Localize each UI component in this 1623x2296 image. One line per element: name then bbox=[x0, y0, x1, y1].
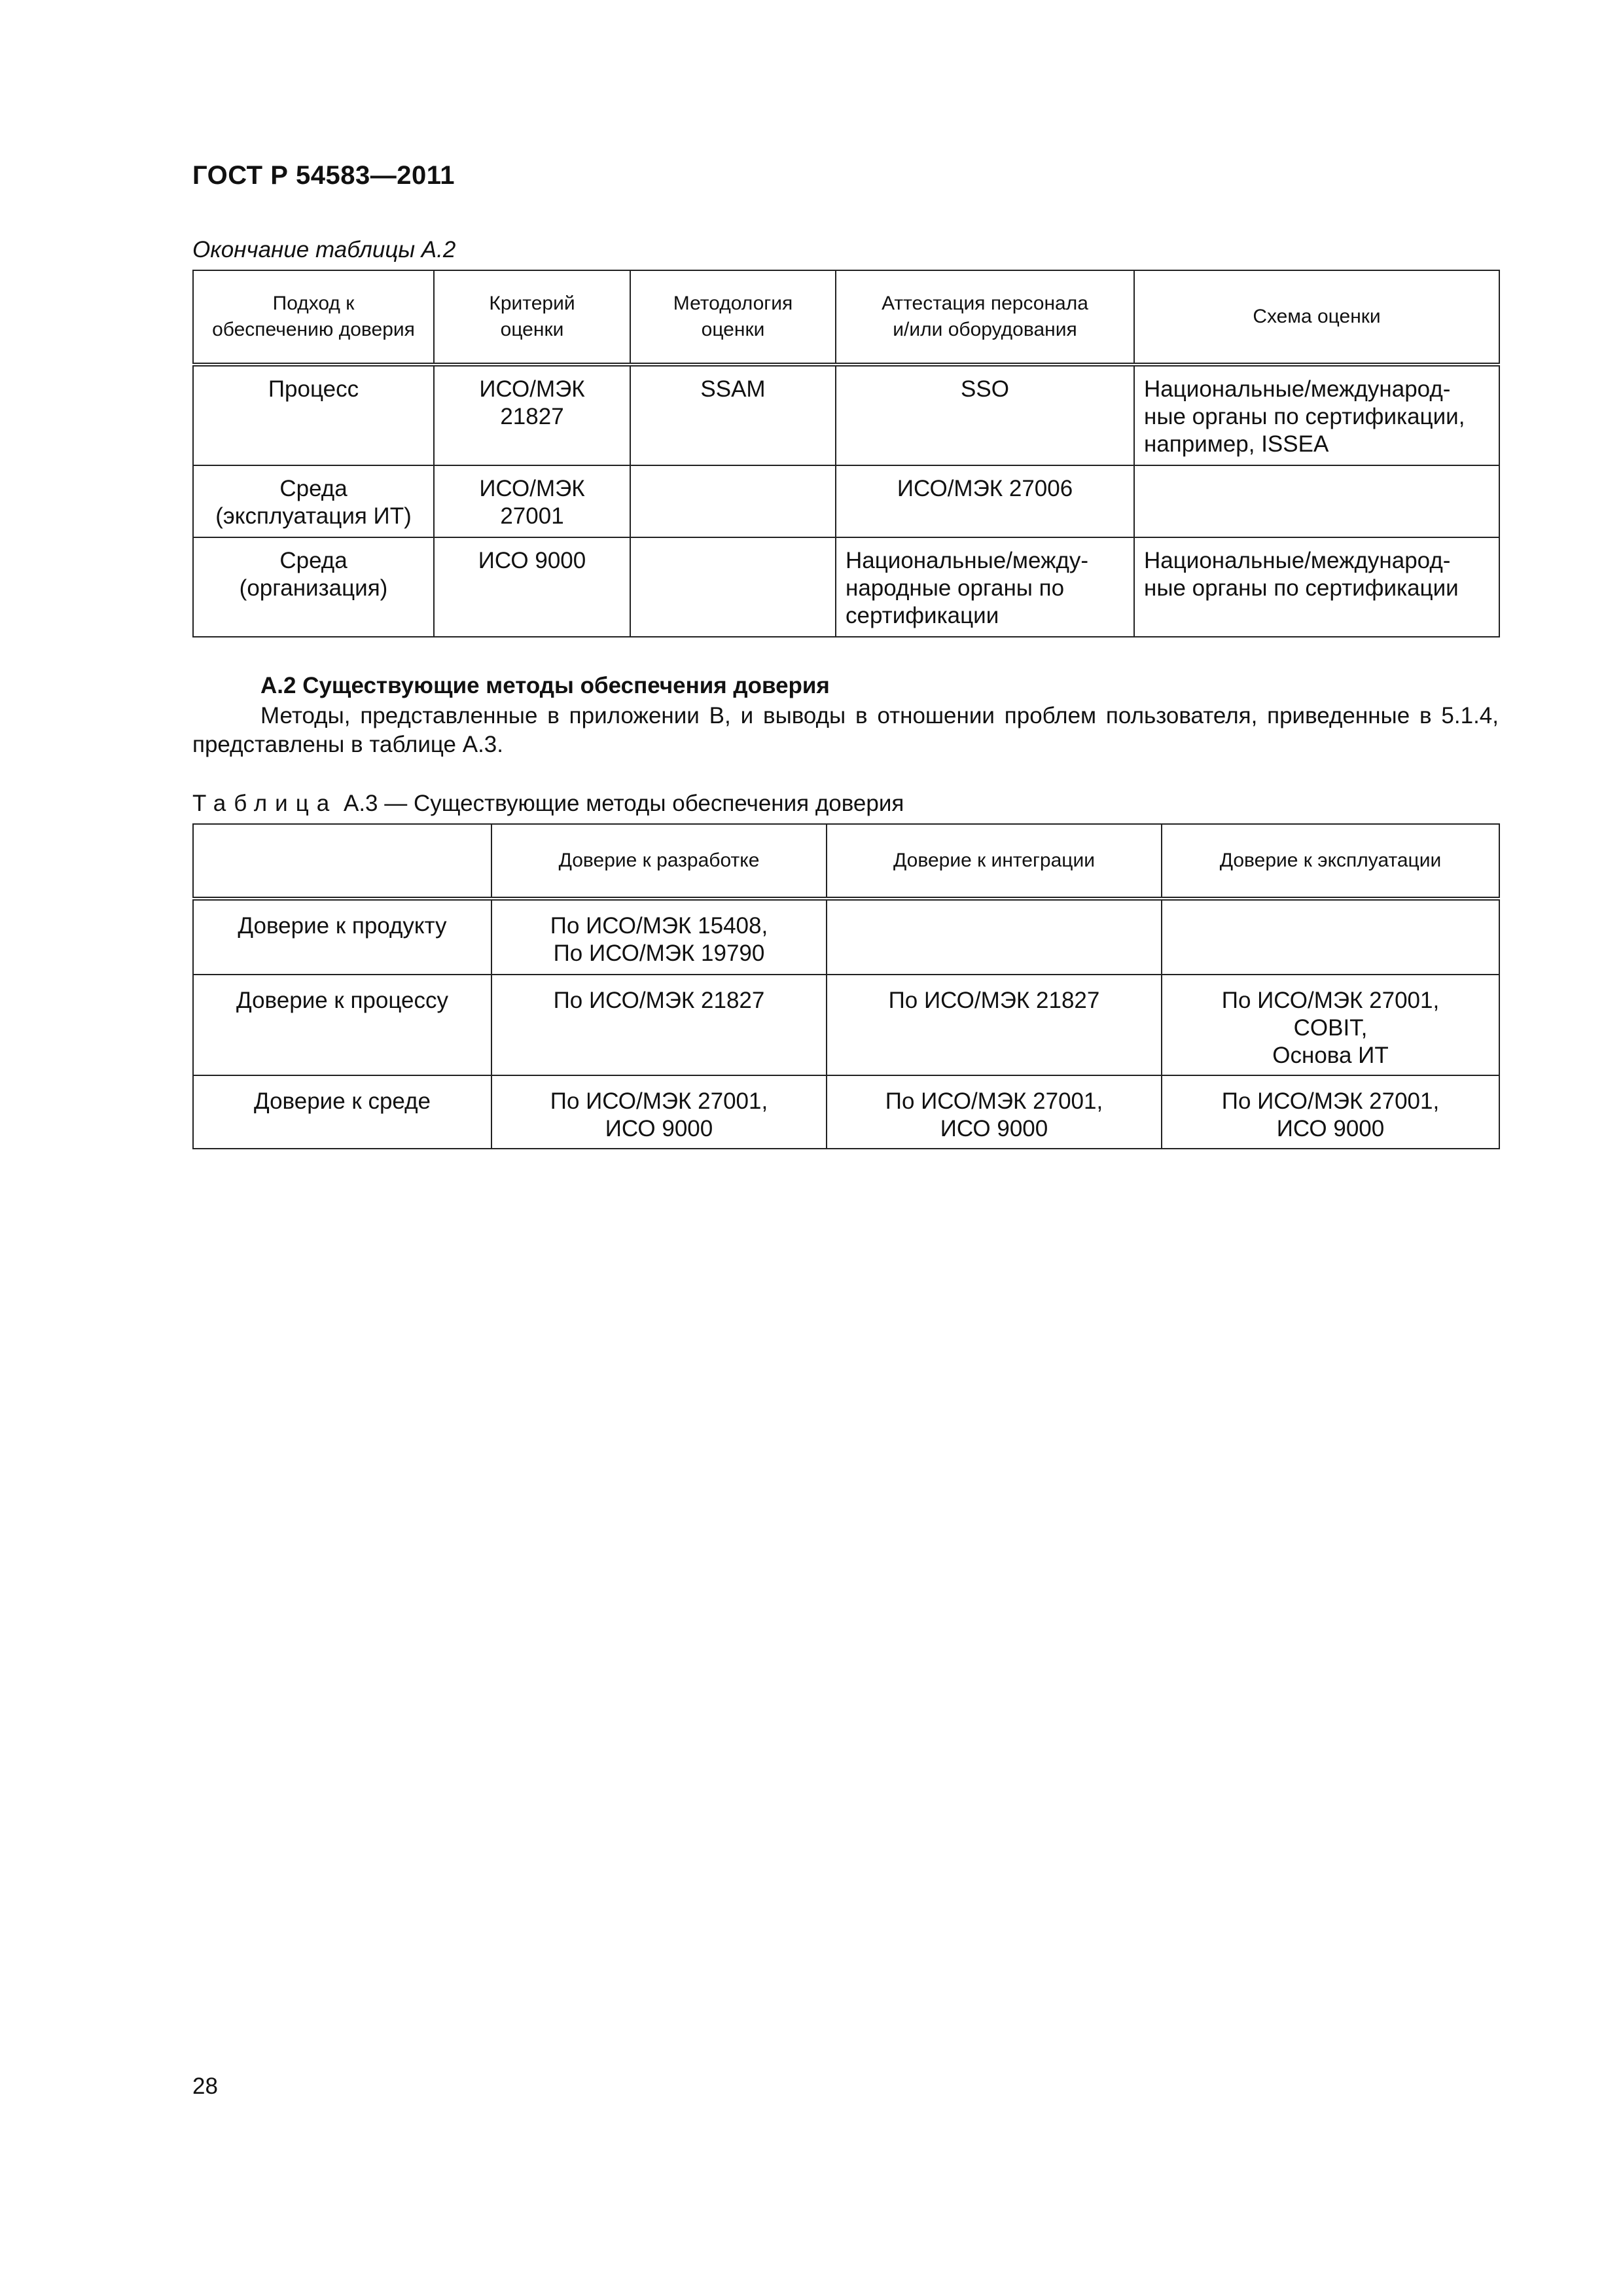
table-cell bbox=[630, 465, 836, 537]
table-a3-header-cell bbox=[193, 824, 491, 899]
table-a3-header-row bbox=[193, 824, 1499, 899]
table-row bbox=[193, 537, 1499, 637]
table-cell: По ИСО/МЭК 27001, ИСО 9000 bbox=[491, 1075, 827, 1149]
table-a3-caption-label: Таблица bbox=[192, 791, 338, 816]
table-cell bbox=[1162, 899, 1499, 975]
table-a2 bbox=[192, 270, 1500, 637]
table-cell: ИСО/МЭК 21827 bbox=[434, 365, 630, 465]
table-cell: Доверие к среде bbox=[193, 1075, 491, 1149]
table-a2-header-cell: Методология оценки bbox=[630, 270, 836, 365]
table-cell: Национальные/международ- ные органы по сертификации, например, ISSEA bbox=[1134, 365, 1499, 465]
table-cell: SSO bbox=[836, 365, 1134, 465]
table-a2-header-row bbox=[193, 270, 1499, 365]
table-a3-caption bbox=[192, 791, 904, 817]
table-cell: Национальные/между- народные органы по сертификации bbox=[836, 537, 1134, 637]
table-cell: По ИСО/МЭК 21827 bbox=[491, 975, 827, 1075]
table-cell: Доверие к продукту bbox=[193, 899, 491, 975]
table-cell: По ИСО/МЭК 21827 bbox=[827, 975, 1162, 1075]
table-cell bbox=[827, 899, 1162, 975]
table-row bbox=[193, 1075, 1499, 1149]
table-cell: ИСО 9000 bbox=[434, 537, 630, 637]
table-a2-header-cell: Схема оценки bbox=[1134, 270, 1499, 365]
table-cell: Национальные/международ- ные органы по сертификации bbox=[1134, 537, 1499, 637]
table-a2-header-cell: Критерий оценки bbox=[434, 270, 630, 365]
table-cell: По ИСО/МЭК 27001, ИСО 9000 bbox=[827, 1075, 1162, 1149]
table-cell: Процесс bbox=[193, 365, 434, 465]
table-a3-header-cell: Доверие к интеграции bbox=[827, 824, 1162, 899]
table-a3-header-cell: Доверие к разработке bbox=[491, 824, 827, 899]
table-row bbox=[193, 365, 1499, 465]
table-a2-caption: Окончание таблицы А.2 bbox=[192, 237, 456, 262]
table-a2-header-cell: Подход к обеспечению доверия bbox=[193, 270, 434, 365]
table-cell: ИСО/МЭК 27001 bbox=[434, 465, 630, 537]
section-title: А.2 Существующие методы обеспечения доверия bbox=[260, 673, 830, 698]
table-cell: ИСО/МЭК 27006 bbox=[836, 465, 1134, 537]
table-row bbox=[193, 975, 1499, 1075]
table-cell bbox=[1134, 465, 1499, 537]
section-paragraph: Методы, представленные в приложении В, и выводы в отношении проблем пользователя, приведенные в 5.1.4, представлены в таблице А.3. bbox=[192, 703, 1499, 757]
table-a3-caption-text: А.3 — Существующие методы обеспечения доверия bbox=[343, 791, 904, 816]
table-a3-header-cell: Доверие к эксплуатации bbox=[1162, 824, 1499, 899]
page-number: 28 bbox=[192, 2073, 218, 2099]
table-cell: Среда (организация) bbox=[193, 537, 434, 637]
table-cell: По ИСО/МЭК 27001, ИСО 9000 bbox=[1162, 1075, 1499, 1149]
table-row bbox=[193, 465, 1499, 537]
table-cell bbox=[630, 537, 836, 637]
table-cell: Доверие к процессу bbox=[193, 975, 491, 1075]
table-a2-header-cell: Аттестация персонала и/или оборудования bbox=[836, 270, 1134, 365]
document-header: ГОСТ Р 54583—2011 bbox=[192, 161, 455, 190]
table-a3 bbox=[192, 823, 1500, 1149]
table-cell: По ИСО/МЭК 15408, По ИСО/МЭК 19790 bbox=[491, 899, 827, 975]
table-row bbox=[193, 899, 1499, 975]
table-cell: SSAM bbox=[630, 365, 836, 465]
table-cell: Среда (эксплуатация ИТ) bbox=[193, 465, 434, 537]
table-cell: По ИСО/МЭК 27001, COBIT, Основа ИТ bbox=[1162, 975, 1499, 1075]
